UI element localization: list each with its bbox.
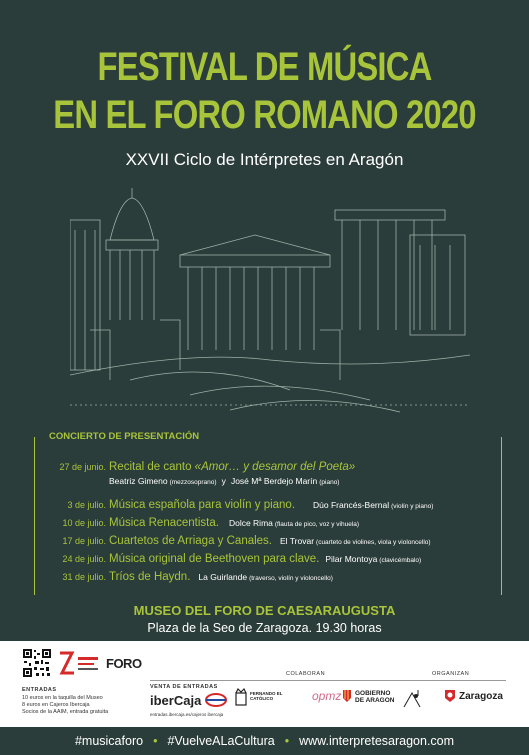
program-date: 10 de julio. — [62, 518, 106, 528]
tickets-line: 10 euros en la taquilla del Museo — [22, 695, 103, 701]
program-date: 31 de julio. — [62, 572, 106, 582]
website-link[interactable]: www.interpretesaragon.com — [299, 734, 455, 748]
qr-code-icon[interactable] — [22, 648, 52, 678]
poster-subtitle: XXVII Ciclo de Intérpretes en Aragón — [125, 150, 404, 169]
roman-forum-illustration — [70, 180, 470, 425]
performer-detail: (flauta de pico, voz y vihuela) — [274, 521, 360, 528]
program-work-quote: «Amor… y desamor del Poeta» — [194, 461, 356, 473]
performer-detail: (clavicémbalo) — [379, 557, 422, 564]
hashtag-vuelvealacultura: #VuelveALaCultura — [167, 734, 275, 748]
program-row-opening-performers — [109, 475, 529, 487]
program-date: 3 de julio. — [67, 500, 106, 510]
venue-name: MUSEO DEL FORO DE CAESARAUGUSTA — [133, 603, 396, 618]
aragon-government-crest-icon — [342, 689, 352, 703]
performer: José Mª Berdejo Marín — [230, 476, 318, 486]
performer-detail: (traverso, violín y violoncello) — [249, 575, 333, 582]
program-work: Recital de canto — [109, 461, 195, 473]
tickets-line: Socios de la AAIM, entrada gratuita — [22, 709, 109, 715]
poster-title-line1: FESTIVAL DE MÚSICA — [97, 45, 432, 89]
joiner: y — [221, 476, 226, 486]
opmz-logo: opmz — [312, 689, 342, 703]
program-row — [35, 499, 529, 511]
program-box — [34, 431, 502, 595]
program-work: Música original de Beethoven para clave. — [109, 553, 320, 565]
performer: Dúo Francés-Bernal — [313, 500, 390, 510]
hashtag-musicaforo: #musicaforo — [74, 734, 144, 748]
crown-crest-icon — [234, 687, 248, 707]
ibercaja-logo: iberCaja — [150, 693, 202, 708]
presentation-header: CONCIERTO DE PRESENTACIÓN — [43, 431, 205, 442]
performer-detail: (piano) — [319, 479, 340, 486]
program-row — [35, 517, 529, 529]
program-row — [35, 571, 529, 583]
zaragoza-lion-icon — [444, 689, 456, 703]
footer-sponsors — [0, 641, 529, 727]
foro-logo-text: FORO — [106, 656, 142, 671]
fernando-catolico-logo: FERNANDO EL CATÓLICO — [250, 691, 283, 701]
performer-detail: (violín y piano) — [391, 503, 434, 510]
program-row — [35, 553, 529, 565]
bullet-separator: • — [284, 734, 290, 748]
zaragoza-logo: Zaragoza — [459, 691, 503, 702]
collaborate-label: COLABORAN — [286, 671, 326, 677]
organize-label: ORGANIZAN — [432, 671, 470, 677]
program-date: 24 de julio. — [62, 554, 106, 564]
performer: La Guirlande — [198, 572, 248, 582]
program-work: Música española para violín y piano. — [109, 499, 296, 511]
presale-url[interactable]: entradas.ibercaja.es/cajeros ibercaja — [150, 712, 224, 717]
ibercaja-mark-icon — [205, 693, 227, 707]
performer-detail: (cuarteto de violines, viola y violoncello) — [316, 539, 431, 546]
aragon-culture-logo-icon — [58, 649, 100, 677]
tickets-title: ENTRADAS — [22, 687, 57, 693]
hashtag-bar — [0, 727, 529, 755]
performer: Dolce Rima — [228, 518, 273, 528]
program-work: Tríos de Haydn. — [109, 571, 191, 583]
poster-title-line2: EN EL FORO ROMANO 2020 — [53, 93, 476, 137]
organize-divider — [396, 680, 506, 681]
bullet-separator: • — [153, 734, 158, 748]
tickets-line: 8 euros en Cajeros Ibercaja — [22, 702, 90, 708]
gobierno-aragon-logo: GOBIERNO DE ARAGON — [355, 690, 395, 704]
program-work: Música Renacentista. — [109, 517, 219, 529]
program-row-opening — [35, 461, 529, 473]
venue-place-time: Plaza de la Seo de Zaragoza. 19.30 horas — [147, 621, 382, 635]
music-stand-icon — [400, 689, 426, 711]
performer: El Trovar — [280, 536, 315, 546]
performer: Beatriz Gimeno — [109, 476, 168, 486]
performer-detail: (mezzosoprano) — [169, 479, 217, 486]
program-date: 17 de julio. — [62, 536, 106, 546]
performer: Pilar Montoya — [325, 554, 378, 564]
presale-label: VENTA DE ENTRADAS — [150, 684, 218, 690]
program-row — [35, 535, 529, 547]
program-work: Cuartetos de Arriaga y Canales. — [109, 535, 273, 547]
program-date: 27 de junio. — [59, 462, 106, 472]
